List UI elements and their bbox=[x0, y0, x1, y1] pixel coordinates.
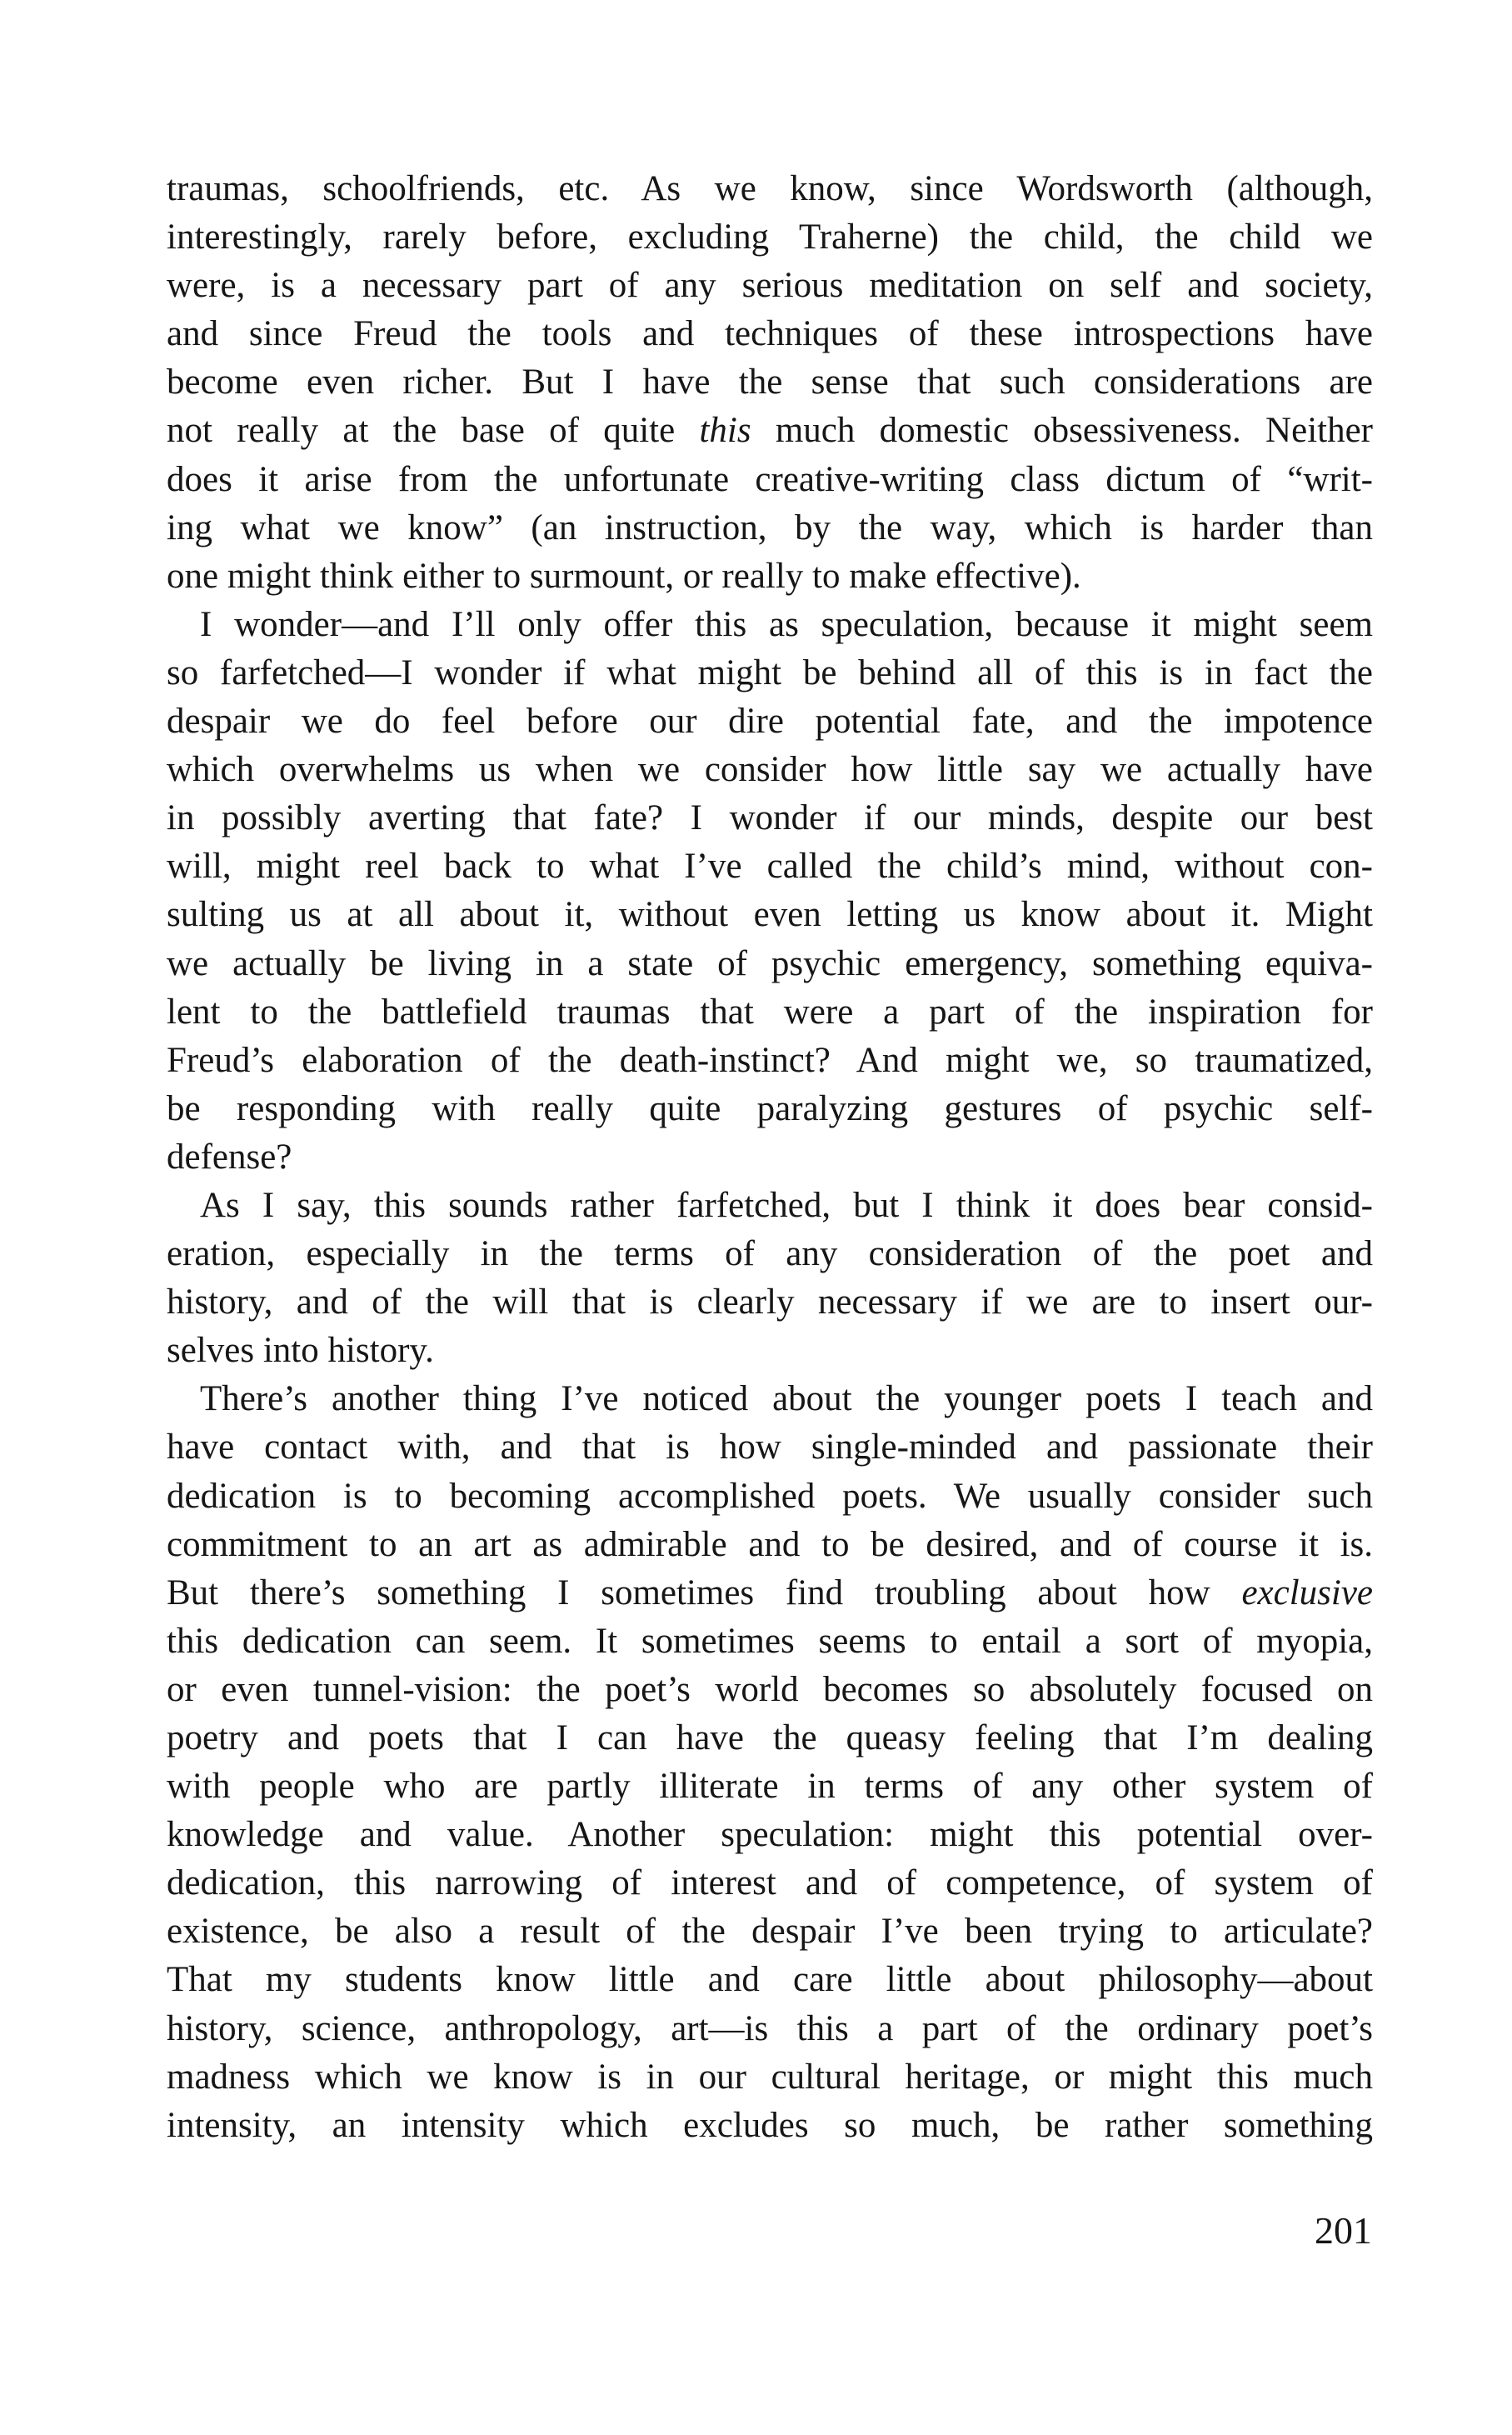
text-line: selves into history. bbox=[167, 1331, 434, 1371]
body-text bbox=[167, 165, 1373, 2150]
text-line: with people who are partly illiterate in terms of any other system of bbox=[167, 1767, 1373, 1807]
paragraph bbox=[167, 601, 1373, 1182]
text-line bbox=[167, 1569, 1373, 1618]
text-line: dedication is to becoming accomplished poets. We usually consider such bbox=[167, 1476, 1373, 1516]
text-line: history, science, anthropology, art—is this a part of the ordinary poet’s bbox=[167, 2008, 1373, 2048]
text-line: so farfetched—I wonder if what might be behind all of this is in fact the bbox=[167, 652, 1373, 692]
text-line: have contact with, and that is how single-minded and passionate their bbox=[167, 1428, 1373, 1468]
text-line: I wonder—and I’ll only offer this as speculation, because it might seem bbox=[200, 604, 1373, 644]
text-line: sulting us at all about it, without even letting us know about it. Might bbox=[167, 895, 1373, 935]
text-run: not really at the base of quite bbox=[167, 411, 700, 451]
text-line: will, might reel back to what I’ve called the child’s mind, without con- bbox=[167, 847, 1373, 887]
text-line: eration, especially in the terms of any consideration of the poet and bbox=[167, 1234, 1373, 1274]
text-line: dedication, this narrowing of interest and of competence, of system of bbox=[167, 1863, 1373, 1903]
text-run: much domestic obsessiveness. Neither bbox=[751, 411, 1373, 451]
text-line: existence, be also a result of the despair I’ve been trying to articulate? bbox=[167, 1912, 1373, 1952]
text-line: commitment to an art as admirable and to be desired, and of course it is. bbox=[167, 1524, 1373, 1564]
paragraph bbox=[167, 1375, 1373, 2150]
page-number: 201 bbox=[1315, 2209, 1372, 2252]
text-line: interestingly, rarely before, excluding Traherne) the child, the child we bbox=[167, 218, 1373, 258]
text-run: But there’s something I sometimes find troubling about how bbox=[167, 1572, 1242, 1612]
text-line: this dedication can seem. It sometimes seems to entail a sort of myopia, bbox=[167, 1621, 1373, 1661]
text-line: poetry and poets that I can have the queasy feeling that I’m dealing bbox=[167, 1718, 1373, 1758]
text-line: defense? bbox=[167, 1137, 292, 1177]
text-line: Freud’s elaboration of the death-instinct? And might we, so traumatized, bbox=[167, 1040, 1373, 1080]
text-line bbox=[167, 407, 1373, 455]
text-line: There’s another thing I’ve noticed about the younger poets I teach and bbox=[200, 1379, 1373, 1419]
text-line: lent to the battlefield traumas that were a part of the inspiration for bbox=[167, 992, 1373, 1032]
text-line: knowledge and value. Another speculation: might this potential over- bbox=[167, 1815, 1373, 1855]
text-line: in possibly averting that fate? I wonder if our minds, despite our best bbox=[167, 798, 1373, 838]
text-line: madness which we know is in our cultural heritage, or might this much bbox=[167, 2057, 1373, 2097]
text-line: history, and of the will that is clearly necessary if we are to insert our- bbox=[167, 1282, 1373, 1322]
text-line: despair we do feel before our dire potential fate, and the impotence bbox=[167, 702, 1373, 742]
paragraph bbox=[167, 165, 1373, 601]
italic-text: this bbox=[699, 411, 751, 451]
text-line: become even richer. But I have the sense that such considerations are bbox=[167, 362, 1373, 402]
italic-text: exclusive bbox=[1241, 1572, 1373, 1612]
text-line: were, is a necessary part of any serious meditation on self and society, bbox=[167, 266, 1373, 306]
text-line: As I say, this sounds rather farfetched, but I think it does bear consid- bbox=[200, 1185, 1373, 1225]
text-line: does it arise from the unfortunate creative-writing class dictum of “writ- bbox=[167, 459, 1373, 499]
text-line: or even tunnel-vision: the poet’s world becomes so absolutely focused on bbox=[167, 1669, 1373, 1709]
text-line: ing what we know” (an instruction, by the way, which is harder than bbox=[167, 508, 1373, 548]
text-line: traumas, schoolfriends, etc. As we know, since Wordsworth (although, bbox=[167, 169, 1373, 208]
paragraph bbox=[167, 1182, 1373, 1375]
text-line: which overwhelms us when we consider how little say we actually have bbox=[167, 750, 1373, 790]
text-line: and since Freud the tools and techniques of these introspections have bbox=[167, 314, 1373, 354]
text-line: one might think either to surmount, or really to make effective). bbox=[167, 556, 1081, 596]
text-line: That my students know little and care little about philosophy—about bbox=[167, 1960, 1373, 2000]
text-line: we actually be living in a state of psychic emergency, something equiva- bbox=[167, 943, 1373, 983]
text-line: intensity, an intensity which excludes so much, be rather something bbox=[167, 2105, 1373, 2145]
text-line: be responding with really quite paralyzing gestures of psychic self- bbox=[167, 1088, 1373, 1128]
